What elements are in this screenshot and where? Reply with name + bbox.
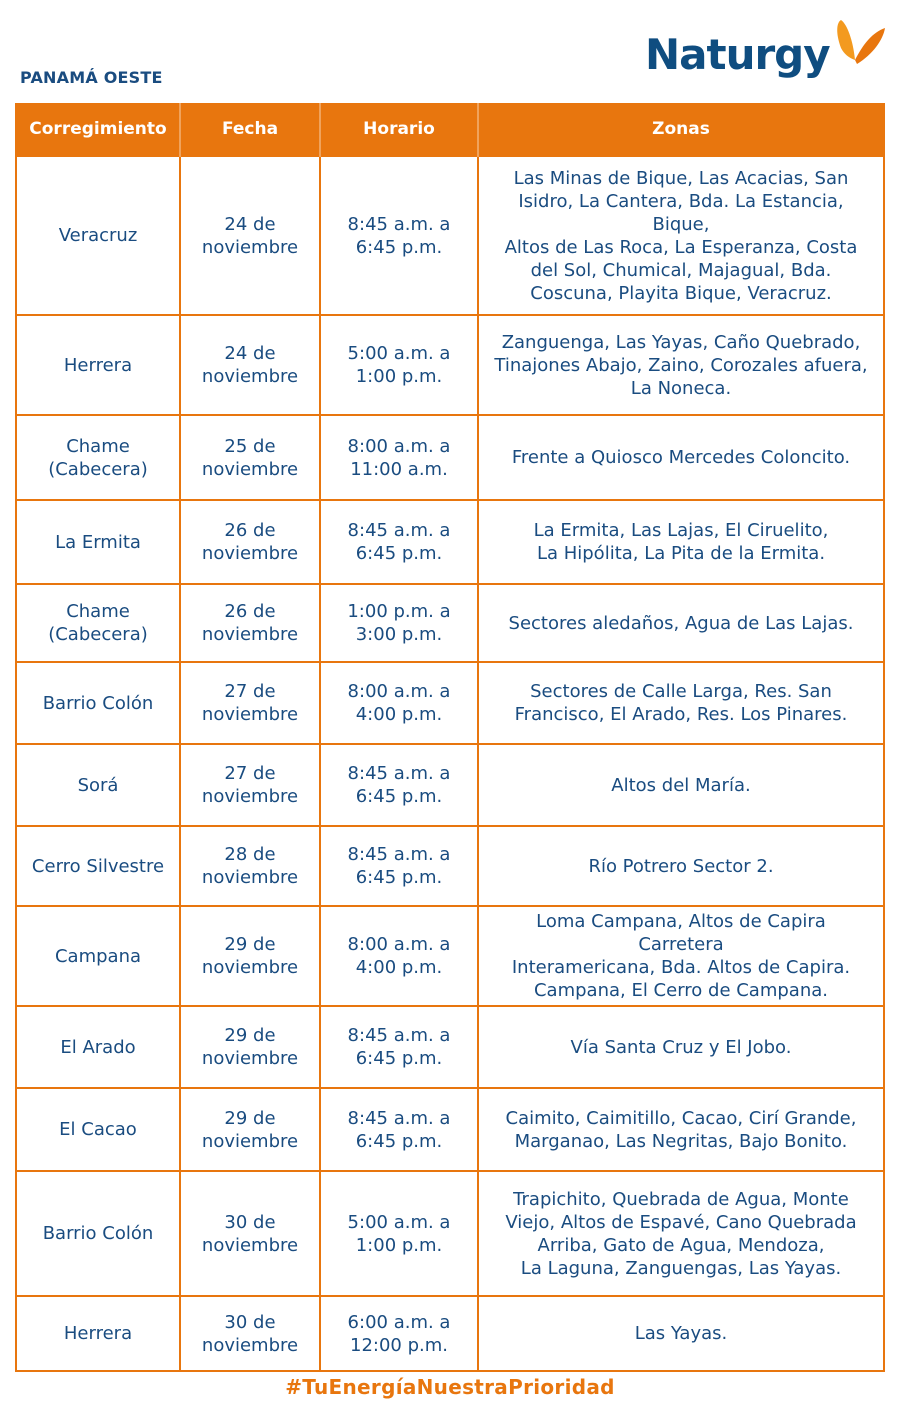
cell-fecha <box>180 662 320 744</box>
cell-corregimiento <box>16 826 180 906</box>
cell-line: noviembre <box>201 458 299 480</box>
cell-horario <box>320 906 478 1006</box>
cell-horario <box>320 662 478 744</box>
cell-line: Río Potrero Sector 2. <box>588 855 774 877</box>
cell-horario <box>320 156 478 315</box>
cell-line: Interamericana, Bda. Altos de Capira. <box>511 957 851 978</box>
cell-corregimiento <box>16 1296 180 1371</box>
cell-line: noviembre <box>201 704 299 725</box>
table-row <box>16 906 884 1006</box>
table-row <box>16 1006 884 1088</box>
table-row <box>16 500 884 584</box>
cell-line: El Cacao <box>59 1119 137 1140</box>
cell-fecha <box>180 315 320 415</box>
cell-line: (Cabecera) <box>48 458 148 480</box>
cell-line: Campana <box>54 945 142 967</box>
cell-line: Altos de Las Roca, La Esperanza, Costa <box>504 236 858 258</box>
cell-line: 5:00 a.m. a <box>347 1211 451 1233</box>
cell-line: 1:00 p.m. <box>355 1234 443 1256</box>
cell-line: noviembre <box>201 236 299 258</box>
cell-line: 5:00 a.m. a <box>347 343 451 364</box>
cell-line: La Hipólita, La Pita de la Ermita. <box>536 543 826 564</box>
cell-line: noviembre <box>201 624 299 645</box>
cell-line: 27 de <box>224 681 276 702</box>
cell-line: noviembre <box>201 1048 299 1069</box>
cell-line: 8:45 a.m. a <box>347 844 451 865</box>
cell-zonas <box>478 584 884 662</box>
cell-line: Marganao, Las Negritas, Bajo Bonito. <box>514 1130 848 1152</box>
header-fecha: Fecha <box>180 103 320 156</box>
cell-line: 6:45 p.m. <box>355 1048 443 1069</box>
cell-corregimiento <box>16 1006 180 1088</box>
header-corregimiento: Corregimiento <box>16 103 180 156</box>
cell-line: 12:00 p.m. <box>350 1334 448 1356</box>
cell-horario <box>320 315 478 415</box>
cell-corregimiento <box>16 584 180 662</box>
table-header <box>16 103 884 156</box>
cell-fecha <box>180 156 320 315</box>
cell-fecha <box>180 1006 320 1088</box>
cell-line: Caimito, Caimitillo, Cacao, Cirí Grande, <box>505 1107 857 1129</box>
cell-fecha <box>180 1296 320 1371</box>
cell-line: Sectores aledaños, Agua de Las Lajas. <box>508 612 854 634</box>
cell-zonas <box>478 156 884 315</box>
cell-corregimiento <box>16 1088 180 1171</box>
cell-zonas <box>478 662 884 744</box>
cell-line: Sectores de Calle Larga, Res. San <box>530 681 832 702</box>
cell-line: El Arado <box>60 1036 136 1058</box>
cell-line: La Ermita, Las Lajas, El Ciruelito, <box>533 520 829 541</box>
cell-zonas <box>478 315 884 415</box>
cell-zonas <box>478 415 884 500</box>
schedule-table <box>15 103 885 1372</box>
cell-line: 8:45 a.m. a <box>347 1107 451 1129</box>
cell-line: 6:45 p.m. <box>355 543 443 564</box>
cell-horario <box>320 415 478 500</box>
cell-horario <box>320 1171 478 1296</box>
cell-fecha <box>180 1088 320 1171</box>
cell-horario <box>320 584 478 662</box>
header-zonas: Zonas <box>478 103 884 156</box>
cell-corregimiento <box>16 744 180 826</box>
cell-line: 30 de <box>224 1211 276 1233</box>
cell-line: noviembre <box>201 1334 299 1356</box>
cell-corregimiento <box>16 662 180 744</box>
cell-zonas <box>478 1296 884 1371</box>
table-row <box>16 415 884 500</box>
table-row <box>16 826 884 906</box>
cell-line: 28 de <box>224 844 276 865</box>
table-row <box>16 1171 884 1296</box>
cell-line: noviembre <box>201 786 299 807</box>
butterfly-icon <box>833 18 887 82</box>
cell-line: 27 de <box>224 763 276 784</box>
cell-line: Frente a Quiosco Mercedes Coloncito. <box>511 447 851 468</box>
region-title: PANAMÁ OESTE <box>20 68 163 87</box>
cell-line: Tinajones Abajo, Zaino, Corozales afuera, <box>494 354 868 376</box>
cell-line: Vía Santa Cruz y El Jobo. <box>570 1036 792 1058</box>
cell-line: 30 de <box>224 1311 276 1333</box>
cell-line: 24 de <box>224 343 276 364</box>
cell-line: 29 de <box>224 1025 276 1046</box>
cell-corregimiento <box>16 156 180 315</box>
cell-line: noviembre <box>201 366 299 387</box>
cell-fecha <box>180 906 320 1006</box>
cell-horario <box>320 744 478 826</box>
cell-line: 8:45 a.m. a <box>347 1025 451 1046</box>
cell-line: Coscuna, Playita Bique, Veracruz. <box>530 282 832 304</box>
naturgy-logo <box>645 18 890 88</box>
cell-fecha <box>180 500 320 584</box>
cell-line: 25 de <box>224 435 276 457</box>
hashtag: #TuEnergíaNuestraPrioridad <box>285 1375 615 1399</box>
cell-line: noviembre <box>201 543 299 564</box>
cell-fecha <box>180 415 320 500</box>
cell-line: 6:45 p.m. <box>355 867 443 888</box>
cell-horario <box>320 500 478 584</box>
cell-line: Las Minas de Bique, Las Acacias, San <box>513 167 849 189</box>
cell-fecha <box>180 744 320 826</box>
cell-line: 8:45 a.m. a <box>347 763 451 784</box>
cell-line: noviembre <box>201 867 299 888</box>
cell-line: Chame <box>66 601 130 622</box>
cell-line: 11:00 a.m. <box>350 458 448 480</box>
table-row <box>16 662 884 744</box>
cell-line: Herrera <box>63 1323 133 1344</box>
cell-line: La Noneca. <box>630 377 732 399</box>
cell-zonas <box>478 1171 884 1296</box>
cell-zonas <box>478 500 884 584</box>
cell-line: 1:00 p.m. <box>355 366 443 387</box>
cell-line: noviembre <box>201 1130 299 1152</box>
cell-zonas <box>478 826 884 906</box>
cell-line: 6:45 p.m. <box>355 236 443 258</box>
cell-fecha <box>180 584 320 662</box>
header-horario: Horario <box>320 103 478 156</box>
cell-line: (Cabecera) <box>48 624 148 645</box>
logo-wordmark: Naturgy <box>645 30 830 79</box>
cell-horario <box>320 826 478 906</box>
cell-line: 8:45 a.m. a <box>347 520 451 541</box>
cell-horario <box>320 1088 478 1171</box>
cell-line: Herrera <box>63 354 133 376</box>
table-row <box>16 1296 884 1371</box>
cell-zonas <box>478 744 884 826</box>
cell-fecha <box>180 826 320 906</box>
cell-line: 26 de <box>224 601 276 622</box>
cell-line: Campana, El Cerro de Campana. <box>533 980 828 1001</box>
cell-line: Zanguenga, Las Yayas, Caño Quebrado, <box>501 331 861 353</box>
cell-line: noviembre <box>201 1234 299 1256</box>
cell-fecha <box>180 1171 320 1296</box>
cell-line: La Laguna, Zanguengas, Las Yayas. <box>520 1257 842 1279</box>
cell-zonas <box>478 906 884 1006</box>
cell-line: Viejo, Altos de Espavé, Cano Quebrada <box>505 1211 857 1233</box>
cell-line: 4:00 p.m. <box>355 957 443 978</box>
cell-line: 4:00 p.m. <box>355 704 443 725</box>
cell-line: 8:45 a.m. a <box>347 213 451 235</box>
cell-line: Barrio Colón <box>42 692 154 714</box>
cell-line: noviembre <box>201 957 299 978</box>
cell-line: Arriba, Gato de Agua, Mendoza, <box>537 1234 825 1256</box>
cell-line: 29 de <box>224 934 276 955</box>
cell-line: 1:00 p.m. a <box>347 601 451 622</box>
table-row <box>16 584 884 662</box>
cell-zonas <box>478 1088 884 1171</box>
cell-horario <box>320 1006 478 1088</box>
table-row <box>16 315 884 415</box>
cell-line: Loma Campana, Altos de Capira Carretera <box>536 911 826 955</box>
cell-line: 3:00 p.m. <box>355 624 443 645</box>
cell-line: 26 de <box>224 520 276 541</box>
cell-line: La Ermita <box>55 531 141 553</box>
cell-line: Barrio Colón <box>42 1223 154 1244</box>
cell-corregimiento <box>16 315 180 415</box>
cell-line: Isidro, La Cantera, Bda. La Estancia, Bique, <box>518 190 844 235</box>
cell-line: Trapichito, Quebrada de Agua, Monte <box>513 1188 849 1210</box>
cell-line: Sorá <box>77 774 119 796</box>
cell-line: 8:00 a.m. a <box>347 934 451 955</box>
cell-line: 6:45 p.m. <box>355 1130 443 1152</box>
cell-corregimiento <box>16 500 180 584</box>
cell-line: 29 de <box>224 1107 276 1129</box>
cell-corregimiento <box>16 415 180 500</box>
cell-line: Veracruz <box>58 225 138 246</box>
table-row <box>16 744 884 826</box>
cell-line: Las Yayas. <box>634 1323 728 1344</box>
cell-line: 6:00 a.m. a <box>347 1311 451 1333</box>
cell-line: 24 de <box>224 213 276 235</box>
table-row <box>16 1088 884 1171</box>
cell-line: 6:45 p.m. <box>355 786 443 807</box>
cell-line: Altos del María. <box>611 774 751 796</box>
cell-corregimiento <box>16 1171 180 1296</box>
cell-line: Cerro Silvestre <box>31 855 165 877</box>
cell-line: 8:00 a.m. a <box>347 681 451 702</box>
cell-line: del Sol, Chumical, Majagual, Bda. <box>530 259 832 281</box>
cell-line: Chame <box>66 435 130 457</box>
cell-horario <box>320 1296 478 1371</box>
cell-zonas <box>478 1006 884 1088</box>
table-row <box>16 156 884 315</box>
cell-line: Francisco, El Arado, Res. Los Pinares. <box>514 704 848 725</box>
cell-corregimiento <box>16 906 180 1006</box>
cell-line: 8:00 a.m. a <box>347 435 451 457</box>
